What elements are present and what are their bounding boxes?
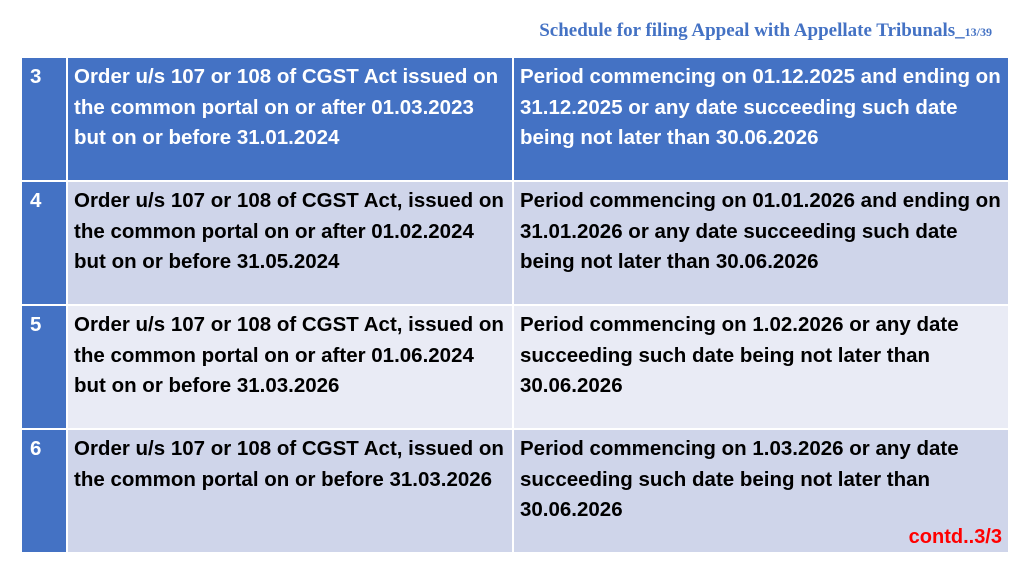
order-cell: Order u/s 107 or 108 of CGST Act, issued on the common portal on or after 01.02.2024 but on or before 31.05.2024	[67, 181, 513, 305]
table-row	[21, 181, 1009, 305]
period-cell: Period commencing on 1.03.2026 or any date succeeding such date being not later than 30.06.2026	[513, 429, 1009, 553]
slide-title	[539, 20, 992, 42]
page-number: 13/39	[964, 25, 992, 39]
row-number: 6	[21, 429, 67, 553]
row-number: 4	[21, 181, 67, 305]
table-row	[21, 305, 1009, 429]
row-number: 5	[21, 305, 67, 429]
period-cell: Period commencing on 1.02.2026 or any date succeeding such date being not later than 30.06.2026	[513, 305, 1009, 429]
period-cell: Period commencing on 01.01.2026 and ending on 31.01.2026 or any date succeeding such date being not later than 30.06.2026	[513, 181, 1009, 305]
order-cell: Order u/s 107 or 108 of CGST Act, issued on the common portal on or after 01.06.2024 but on or before 31.03.2026	[67, 305, 513, 429]
table-row	[21, 57, 1009, 181]
order-cell: Order u/s 107 or 108 of CGST Act issued on the common portal on or after 01.03.2023 but on or before 31.01.2024	[67, 57, 513, 181]
schedule-table	[20, 56, 1010, 554]
title-text: Schedule for filing Appeal with Appellate Tribunals_	[539, 20, 965, 41]
continued-label: contd..3/3	[908, 526, 1002, 548]
period-cell: Period commencing on 01.12.2025 and ending on 31.12.2025 or any date succeeding such date being not later than 30.06.2026	[513, 57, 1009, 181]
table-row	[21, 429, 1009, 553]
row-number: 3	[21, 57, 67, 181]
order-cell: Order u/s 107 or 108 of CGST Act, issued on the common portal on or before 31.03.2026	[67, 429, 513, 553]
